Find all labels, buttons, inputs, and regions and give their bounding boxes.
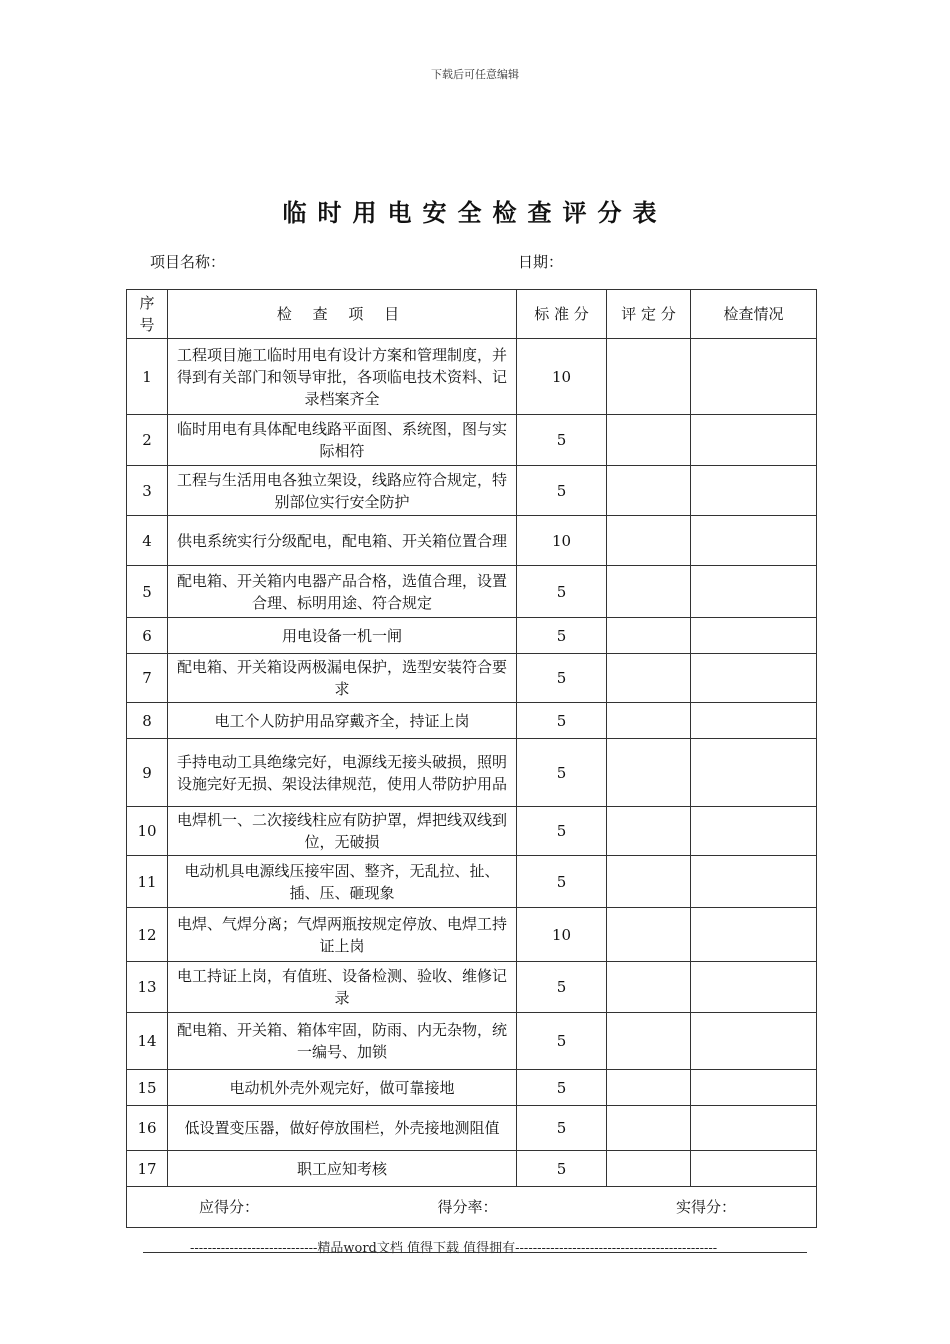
row-remarks — [691, 654, 817, 703]
row-remarks — [691, 739, 817, 807]
header-note: 下载后可任意编辑 — [431, 68, 519, 81]
row-seq: 12 — [127, 908, 168, 962]
row-seq: 13 — [127, 962, 168, 1013]
row-standard-score: 5 — [517, 962, 607, 1013]
footer-note: -----------------------------精品word文档 值得下载 值得拥有---------------------------------------------- — [190, 1241, 718, 1256]
table-row — [127, 703, 817, 739]
row-item: 低设置变压器，做好停放围栏，外壳接地测阻值 — [168, 1106, 517, 1151]
row-seq: 9 — [127, 739, 168, 807]
row-evaluation — [607, 415, 691, 466]
table-row — [127, 566, 817, 618]
table-row — [127, 516, 817, 566]
row-item: 电动机外壳外观完好，做可靠接地 — [168, 1070, 517, 1106]
header-item: 检 查 项 目 — [168, 290, 517, 339]
table-row — [127, 1013, 817, 1070]
table-row — [127, 1151, 817, 1187]
row-item: 工程项目施工临时用电有设计方案和管理制度，并得到有关部门和领导审批，各项临电技术资料、记录档案齐全 — [168, 339, 517, 415]
row-standard-score: 10 — [517, 339, 607, 415]
row-standard-score: 5 — [517, 618, 607, 654]
footer-rule — [143, 1252, 807, 1253]
row-evaluation — [607, 618, 691, 654]
row-item: 手持电动工具绝缘完好，电源线无接头破损，照明设施完好无损、架设法律规范，使用人带防护用品 — [168, 739, 517, 807]
table-row — [127, 856, 817, 908]
row-remarks — [691, 618, 817, 654]
row-seq: 17 — [127, 1151, 168, 1187]
row-remarks — [691, 415, 817, 466]
row-remarks — [691, 516, 817, 566]
row-remarks — [691, 1013, 817, 1070]
row-seq: 15 — [127, 1070, 168, 1106]
header-evaluation: 评 定 分 — [607, 290, 691, 339]
row-standard-score: 5 — [517, 739, 607, 807]
row-item: 电焊、气焊分离；气焊两瓶按规定停放、电焊工持证上岗 — [168, 908, 517, 962]
row-remarks — [691, 566, 817, 618]
row-evaluation — [607, 466, 691, 516]
table-row — [127, 466, 817, 516]
row-seq: 6 — [127, 618, 168, 654]
row-standard-score: 5 — [517, 654, 607, 703]
row-item: 电动机具电源线压接牢固、整齐，无乱拉、扯、插、压、砸现象 — [168, 856, 517, 908]
score-rate-label: 得分率： — [437, 1198, 498, 1216]
row-seq: 7 — [127, 654, 168, 703]
row-seq: 1 — [127, 339, 168, 415]
row-seq: 16 — [127, 1106, 168, 1151]
row-item: 配电箱、开关箱内电器产品合格，选值合理，设置合理、标明用途、符合规定 — [168, 566, 517, 618]
row-remarks — [691, 1151, 817, 1187]
row-evaluation — [607, 962, 691, 1013]
table-row — [127, 654, 817, 703]
row-remarks — [691, 703, 817, 739]
row-standard-score: 10 — [517, 908, 607, 962]
table-row — [127, 618, 817, 654]
row-seq: 14 — [127, 1013, 168, 1070]
row-evaluation — [607, 856, 691, 908]
row-remarks — [691, 807, 817, 856]
row-evaluation — [607, 739, 691, 807]
row-remarks — [691, 1070, 817, 1106]
row-seq: 11 — [127, 856, 168, 908]
date-label: 日期： — [518, 253, 564, 271]
row-item: 临时用电有具体配电线路平面图、系统图，图与实际相符 — [168, 415, 517, 466]
row-item: 电焊机一、二次接线柱应有防护罩，焊把线双线到位，无破损 — [168, 807, 517, 856]
row-item: 配电箱、开关箱设两极漏电保护，选型安装符合要求 — [168, 654, 517, 703]
row-standard-score: 5 — [517, 566, 607, 618]
header-standard: 标 准 分 — [517, 290, 607, 339]
table-row — [127, 1070, 817, 1106]
row-evaluation — [607, 516, 691, 566]
row-evaluation — [607, 566, 691, 618]
header-remarks: 检查情况 — [691, 290, 817, 339]
row-remarks — [691, 856, 817, 908]
row-evaluation — [607, 654, 691, 703]
row-standard-score: 5 — [517, 1070, 607, 1106]
row-remarks — [691, 1106, 817, 1151]
row-item: 电工持证上岗，有值班、设备检测、验收、维修记录 — [168, 962, 517, 1013]
row-standard-score: 5 — [517, 703, 607, 739]
row-remarks — [691, 339, 817, 415]
row-evaluation — [607, 807, 691, 856]
totals-cell — [127, 1187, 817, 1228]
row-seq: 10 — [127, 807, 168, 856]
row-standard-score: 5 — [517, 1151, 607, 1187]
row-item: 工程与生活用电各独立架设，线路应符合规定，特别部位实行安全防护 — [168, 466, 517, 516]
row-item: 电工个人防护用品穿戴齐全，持证上岗 — [168, 703, 517, 739]
project-name-label: 项目名称： — [150, 253, 226, 271]
table-row — [127, 739, 817, 807]
totals-row — [127, 1187, 817, 1228]
row-standard-score: 5 — [517, 1106, 607, 1151]
row-item: 职工应知考核 — [168, 1151, 517, 1187]
row-remarks — [691, 962, 817, 1013]
table-header-row — [127, 290, 817, 339]
row-seq: 3 — [127, 466, 168, 516]
row-standard-score: 5 — [517, 807, 607, 856]
row-evaluation — [607, 1013, 691, 1070]
row-evaluation — [607, 1070, 691, 1106]
row-item: 供电系统实行分级配电，配电箱、开关箱位置合理 — [168, 516, 517, 566]
row-evaluation — [607, 703, 691, 739]
page-title: 临时用电安全检查评分表 — [282, 199, 668, 227]
table-row — [127, 1106, 817, 1151]
row-evaluation — [607, 1106, 691, 1151]
actual-score-label: 实得分： — [675, 1198, 736, 1216]
row-standard-score: 5 — [517, 856, 607, 908]
row-seq: 2 — [127, 415, 168, 466]
inspection-score-table — [126, 289, 817, 1228]
table-row — [127, 962, 817, 1013]
row-remarks — [691, 466, 817, 516]
row-standard-score: 5 — [517, 466, 607, 516]
row-seq: 8 — [127, 703, 168, 739]
row-remarks — [691, 908, 817, 962]
row-seq: 4 — [127, 516, 168, 566]
row-standard-score: 10 — [517, 516, 607, 566]
row-evaluation — [607, 908, 691, 962]
row-evaluation — [607, 339, 691, 415]
table-row — [127, 415, 817, 466]
row-standard-score: 5 — [517, 415, 607, 466]
expected-score-label: 应得分： — [199, 1198, 260, 1216]
header-seq: 序号 — [127, 290, 168, 339]
table-row — [127, 339, 817, 415]
row-standard-score: 5 — [517, 1013, 607, 1070]
row-item: 用电设备一机一闸 — [168, 618, 517, 654]
row-seq: 5 — [127, 566, 168, 618]
row-evaluation — [607, 1151, 691, 1187]
table-row — [127, 908, 817, 962]
row-item: 配电箱、开关箱、箱体牢固，防雨、内无杂物，统一编号、加锁 — [168, 1013, 517, 1070]
table-row — [127, 807, 817, 856]
